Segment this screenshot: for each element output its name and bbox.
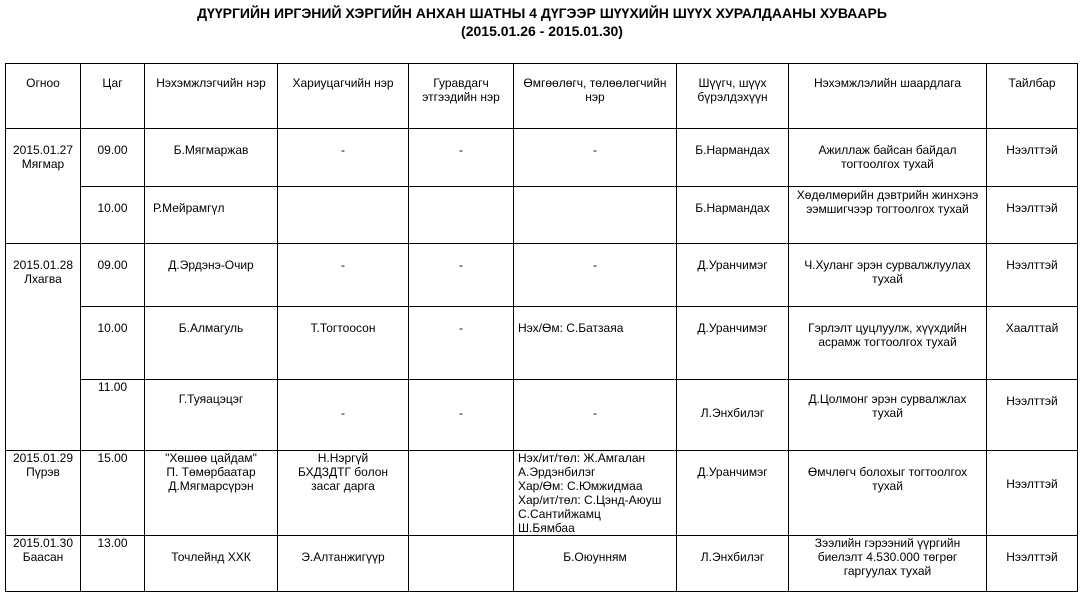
third-party-cell: - xyxy=(409,244,514,307)
note-cell: Нээлттэй xyxy=(987,536,1078,592)
header-note: Тайлбар xyxy=(987,64,1078,129)
plaintiff-cell: Точлейнд ХХК xyxy=(145,536,278,592)
defendant-cell: Э.Алтанжигүүр xyxy=(278,536,409,592)
date-cell: 2015.01.27 Мягмар xyxy=(6,129,81,244)
defendant-cell: - xyxy=(278,244,409,307)
table-row xyxy=(6,307,1078,380)
date-cell: 2015.01.28 Лхагва xyxy=(6,244,81,451)
advocate-cell: Нэх/Өм: С.Батзаяа xyxy=(514,307,677,380)
advocate-cell xyxy=(514,187,677,244)
header-date: Огноо xyxy=(6,64,81,129)
third-party-cell xyxy=(409,187,514,244)
claim-cell: Ч.Хуланг эрэн сурвалжлуулах тухай xyxy=(789,244,987,307)
advocate-cell: Нэх/ит/төл: Ж.Амгалан А.Эрдэнбилэг Хар/Өм: С.Юмжидмаа Хар/ит/төл: С.Цэнд-Аюуш С.Сантийжамц Ш.Бямбаа xyxy=(514,451,677,536)
time-cell: 10.00 xyxy=(81,307,145,380)
date-range-subtitle: (2015.01.26 - 2015.01.30) xyxy=(461,23,623,39)
third-party-cell xyxy=(409,536,514,592)
table-row xyxy=(6,380,1078,451)
note-cell: Хаалттай xyxy=(987,307,1078,380)
defendant-cell: Т.Тогтоосон xyxy=(278,307,409,380)
judge-cell: Д.Уранчимэг xyxy=(677,307,789,380)
plaintiff-cell: Б.Мягмаржав xyxy=(145,129,278,187)
header-plaintiff: Нэхэмжлэгчийн нэр xyxy=(145,64,278,129)
plaintiff-cell: Г.Туяацэцэг xyxy=(145,380,278,451)
schedule-table xyxy=(5,63,1078,592)
time-cell: 15.00 xyxy=(81,451,145,536)
judge-cell: Л.Энхбилэг xyxy=(677,536,789,592)
claim-cell: Хөдөлмөрийн дэвтрийн жинхэнэ ээмшигчээр тогтоолгох тухай xyxy=(789,187,987,244)
third-party-cell: - xyxy=(409,307,514,380)
advocate-cell: - xyxy=(514,380,677,451)
table-row xyxy=(6,187,1078,244)
note-cell: Нээлттэй xyxy=(987,129,1078,187)
table-row xyxy=(6,129,1078,187)
header-claim: Нэхэмжлэлийн шаардлага xyxy=(789,64,987,129)
header-time: Цаг xyxy=(81,64,145,129)
header-row xyxy=(6,64,1078,129)
third-party-cell xyxy=(409,451,514,536)
third-party-cell: - xyxy=(409,129,514,187)
time-cell: 09.00 xyxy=(81,244,145,307)
advocate-cell: Б.Оюунням xyxy=(514,536,677,592)
header-judge: Шүүгч, шүүх бүрэлдэхүүн xyxy=(677,64,789,129)
third-party-cell: - xyxy=(409,380,514,451)
note-cell: Нээлттэй xyxy=(987,244,1078,307)
judge-cell: Б.Нармандах xyxy=(677,187,789,244)
table-row xyxy=(6,244,1078,307)
judge-cell: Д.Уранчимэг xyxy=(677,244,789,307)
defendant-cell: - xyxy=(278,129,409,187)
advocate-cell: - xyxy=(514,244,677,307)
judge-cell: Д.Уранчимэг xyxy=(677,451,789,536)
note-cell: Нээлттэй xyxy=(987,380,1078,451)
plaintiff-cell: Д.Эрдэнэ-Очир xyxy=(145,244,278,307)
defendant-cell xyxy=(278,187,409,244)
defendant-cell: Н.Нэргүй БХДЗДТГ болон засаг дарга xyxy=(278,451,409,536)
header-third-party: Гуравдагч этгээдийн нэр xyxy=(409,64,514,129)
claim-cell: Гэрлэлт цуцлуулж, хүүхдийн асрамж тогтоолгох тухай xyxy=(789,307,987,380)
claim-cell: Зээлийн гэрээний үүргийн биелэлт 4.530.000 төгрөг гаргуулах тухай xyxy=(789,536,987,592)
date-cell: 2015.01.29 Пүрэв xyxy=(6,451,81,536)
date-cell: 2015.01.30 Баасан xyxy=(6,536,81,592)
note-cell: Нээлттэй xyxy=(987,451,1078,536)
page-title: ДҮҮРГИЙН ИРГЭНИЙ ХЭРГИЙН АНХАН ШАТНЫ 4 ДҮГЭЭР ШҮҮХИЙН ШҮҮХ ХУРАЛДААНЫ ХУВААРЬ xyxy=(197,5,887,21)
plaintiff-cell: Б.Алмагуль xyxy=(145,307,278,380)
claim-cell: Ажиллаж байсан байдал тогтоолгох тухай xyxy=(789,129,987,187)
claim-cell: Д.Цолмонг эрэн сурвалжлах тухай xyxy=(789,380,987,451)
plaintiff-cell: Р.Мейрамгүл xyxy=(145,187,278,244)
time-cell: 13.00 xyxy=(81,536,145,592)
table-row xyxy=(6,536,1078,592)
claim-cell: Өмчлөгч болохыг тогтоолгох тухай xyxy=(789,451,987,536)
time-cell: 10.00 xyxy=(81,187,145,244)
time-cell: 11.00 xyxy=(81,380,145,451)
header-advocate: Өмгөөлөгч, төлөөлөгчийн нэр xyxy=(514,64,677,129)
time-cell: 09.00 xyxy=(81,129,145,187)
advocate-cell: - xyxy=(514,129,677,187)
judge-cell: Б.Нармандах xyxy=(677,129,789,187)
table-row xyxy=(6,451,1078,536)
note-cell: Нээлттэй xyxy=(987,187,1078,244)
plaintiff-cell: "Хөшөө цайдам" П. Төмөрбаатар Д.Мягмарсүрэн xyxy=(145,451,278,536)
header-defendant: Хариуцагчийн нэр xyxy=(278,64,409,129)
defendant-cell: - xyxy=(278,380,409,451)
judge-cell: Л.Энхбилэг xyxy=(677,380,789,451)
